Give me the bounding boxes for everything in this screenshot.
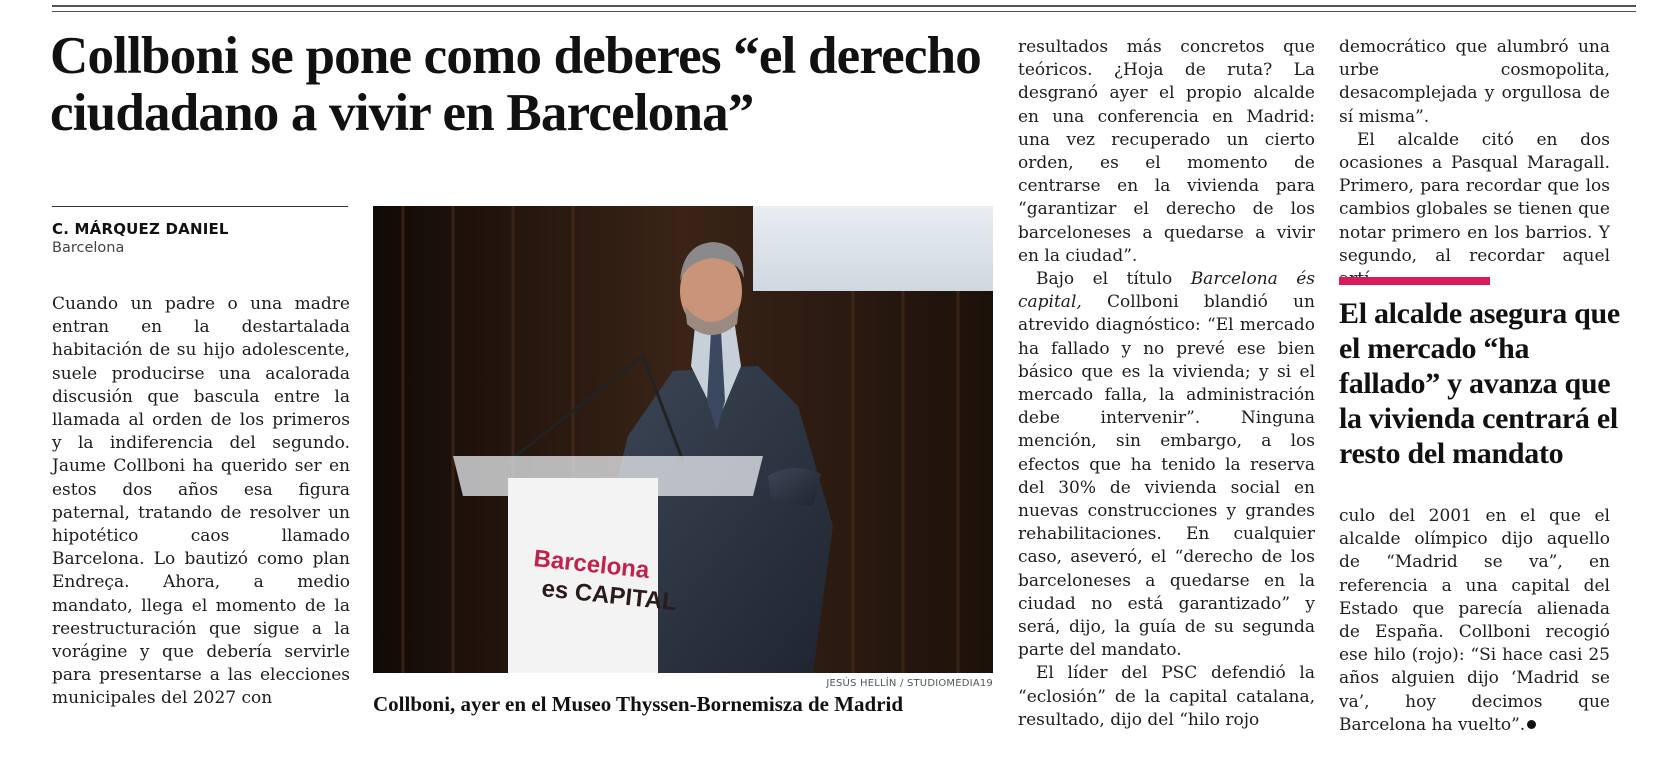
headline: Collboni se pone como deberes “el derecho ciudadano a vivir en Barcelona”: [50, 27, 981, 142]
paragraph-lead: Bajo el título: [1036, 269, 1173, 290]
byline-rule: [52, 206, 348, 207]
top-rule-thin: [52, 11, 1636, 12]
paragraph: resultados más concretos que teóricos. ¿Hoja de ruta? La desgranó ayer el propio alcalde en una conferencia en Madrid: una vez recuperado un cierto orden, es el momento de centrarse en la vivienda para “garantizar el derecho de los barceloneses a quedarse a vivir en la ciudad”.: [1018, 37, 1315, 266]
pullquote-accent-bar: [1339, 277, 1490, 285]
paragraph: El líder del PSC defendió la “eclosión” de la capital catalana, resultado, dijo del “hilo rojo: [1018, 663, 1315, 730]
end-mark-icon: [1527, 720, 1536, 729]
paragraph: [1018, 268, 1315, 662]
podium-text-line2: es CAPITAL: [540, 575, 679, 617]
byline-location: Barcelona: [52, 240, 125, 256]
paragraph: Cuando un padre o una madre entran en la destartalada habitación de su hijo adolescente, suele producirse una acalorada discusión que bascula entre la llamada al orden de los primeros y la indiferencia del segundo. Jaume Collboni ha querido ser en estos dos años esa figura paternal, tratando de resolver un hipotético caos llamado Barcelona. Lo bautizó como plan Endreça. Ahora, a medio mandato, llega el momento de la reestructuración que sigue a la vorágine y que debería servirle para presentarse a las elecciones municipales del 2027 con: [52, 294, 350, 709]
paragraph-rest: Collboni blandió un atrevido diagnóstico: “El mercado ha fallado y no prevé ese bien básico que es la vivienda; y si el mercado falla, la administración debe intervenir”. Ninguna mención, sin embargo, a los efectos que ha tenido la reserva del 30% de vivienda social en nuevas construcciones y grandes rehabilitaciones. En cualquier caso, aseveró, el “derecho de los barceloneses a quedarse en la ciudad no está garantizado” y será, dijo, la guía de su segunda parte del mandato.: [1018, 292, 1315, 661]
paragraph-text: culo del 2001 en el que el alcalde olímpico dijo aquello de “Madrid se va”, en referencia a una capital del Estado que parecía alienada de España. Collboni recogió ese hilo (rojo): “Si hace casi 25 años alguien dijo ‘Madrid se va’, hoy decimos que Barcelona ha vuelto”.: [1339, 506, 1610, 735]
body-column-1: [52, 293, 350, 711]
news-photo: [373, 206, 993, 673]
photo-illustration: [373, 206, 993, 673]
photo-caption: Collboni, ayer en el Museo Thyssen-Bornemisza de Madrid: [373, 692, 904, 716]
top-rule: [52, 5, 1636, 7]
pullquote: El alcalde asegura que el mercado “ha fallado” y avanza que la vivienda centrará el resto del mandato: [1339, 297, 1620, 470]
paragraph: democrático que alumbró una urbe cosmopolita, desacomplejada y orgullosa de sí misma”.: [1339, 37, 1610, 127]
body-column-4-top: [1339, 36, 1610, 291]
projection-screen: [753, 206, 993, 291]
byline-author: C. MÁRQUEZ DANIEL: [52, 220, 229, 238]
paragraph-italic-title: Barcelona és capital,: [1018, 269, 1316, 313]
paragraph: [1339, 505, 1610, 737]
body-column-3: [1018, 36, 1315, 732]
paragraph: El alcalde citó en dos ocasiones a Pasqual Maragall. Primero, para recordar que los cambios globales se tienen que notar primero en los barrios. Y segundo, al recordar aquel: [1339, 129, 1610, 266]
photo-credit: JESÚS HELLÍN / STUDIOMEDIA19: [826, 678, 993, 689]
body-column-4-bottom: [1339, 505, 1610, 737]
podium-text-line1: Barcelona: [532, 545, 651, 585]
